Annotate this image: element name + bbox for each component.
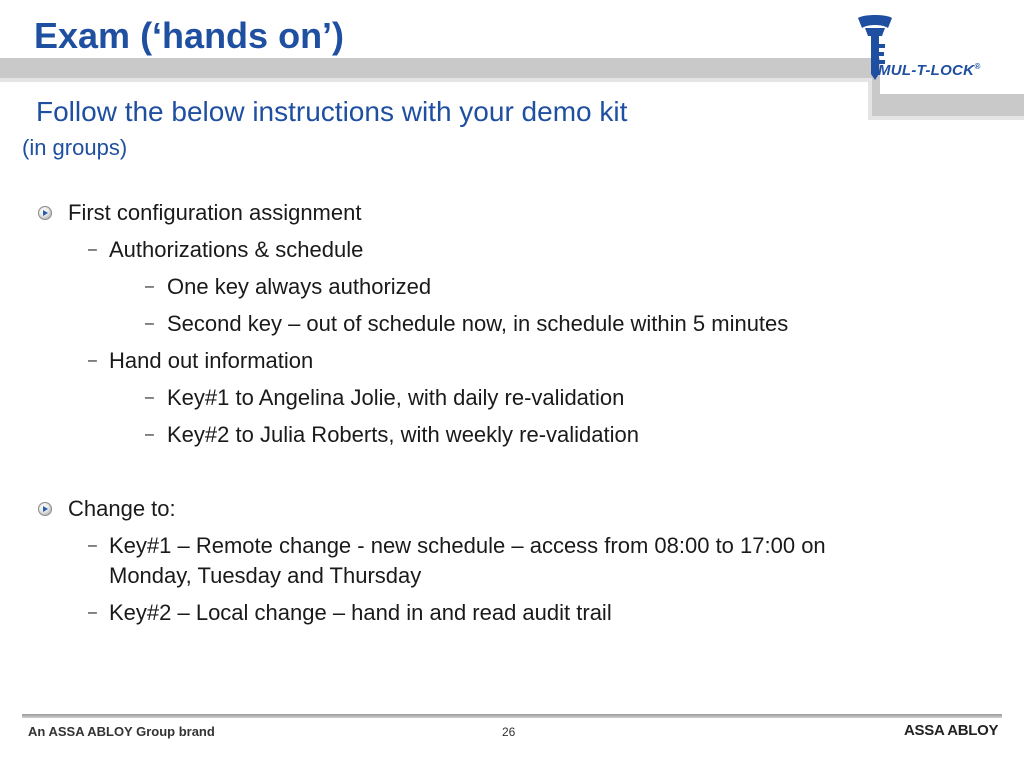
- dash-marker: –: [88, 241, 97, 258]
- list-item: One key always authorized: [167, 274, 432, 299]
- dash-marker: –: [145, 278, 154, 295]
- list-item: Key#2 – Local change – hand in and read audit trail: [109, 600, 612, 625]
- list-item: Key#1 – Remote change - new schedule – access from 08:00 to 17:00 on: [109, 533, 826, 558]
- dash-marker: –: [88, 352, 97, 369]
- dash-marker: –: [145, 389, 154, 406]
- dash-marker: –: [145, 426, 154, 443]
- list-item: Key#2 to Julia Roberts, with weekly re-validation: [167, 422, 640, 447]
- assa-abloy-logo: ASSA ABLOY: [904, 722, 999, 739]
- section1-sub2: Hand out information: [109, 348, 314, 373]
- page-number: 26: [502, 725, 516, 739]
- list-item-continuation: Monday, Tuesday and Thursday: [109, 563, 422, 588]
- dash-marker: –: [88, 537, 97, 554]
- dash-marker: –: [145, 315, 154, 332]
- subtitle-note: (in groups): [22, 135, 128, 160]
- footer-brand-text: An ASSA ABLOY Group brand: [28, 724, 215, 739]
- list-item: Key#1 to Angelina Jolie, with daily re-validation: [167, 385, 625, 410]
- subtitle: Follow the below instructions with your demo kit: [36, 96, 628, 127]
- section1-heading: First configuration assignment: [68, 200, 362, 225]
- bullet-icon: [38, 502, 52, 516]
- brand-logo-text: MUL-T-LOCK®: [878, 62, 981, 79]
- footer-divider: [22, 714, 1002, 718]
- page-title: Exam (‘hands on’): [34, 15, 345, 56]
- section2-heading: Change to:: [68, 496, 176, 521]
- bullet-icon: [38, 206, 52, 220]
- dash-marker: –: [88, 604, 97, 621]
- section1-sub1: Authorizations & schedule: [109, 237, 364, 262]
- list-item: Second key – out of schedule now, in schedule within 5 minutes: [167, 311, 789, 336]
